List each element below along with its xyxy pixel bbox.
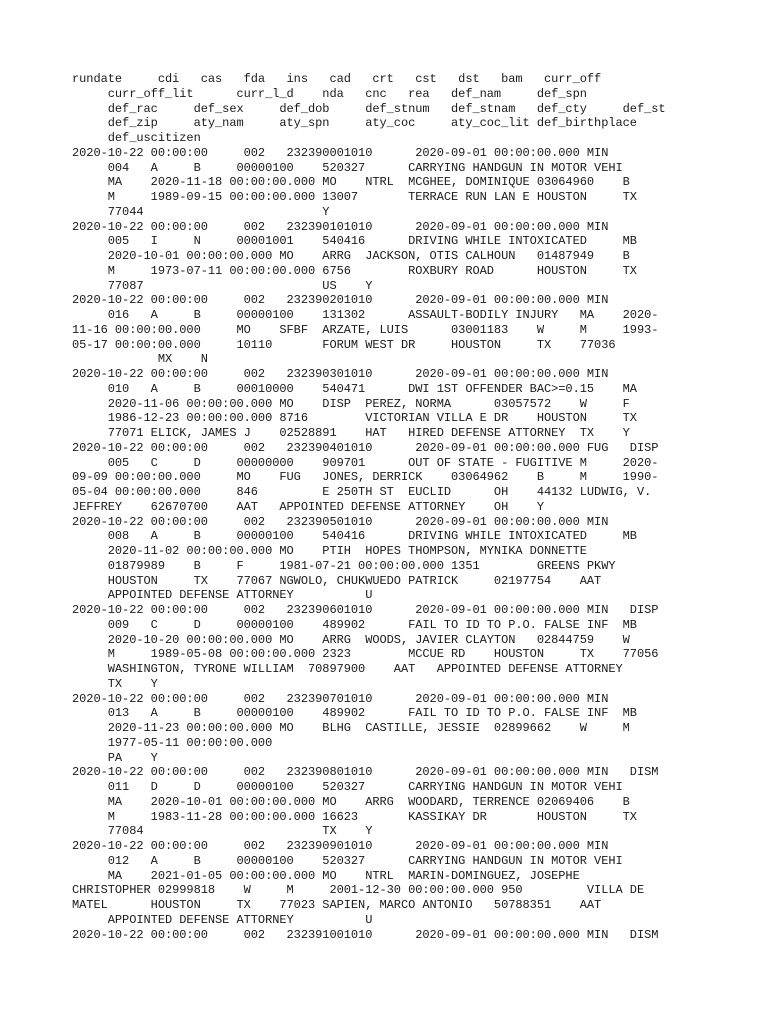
document-line: HOUSTON TX 77067 NGWOLO, CHUKWUEDO PATRICK 02197754 AAT bbox=[72, 573, 602, 588]
document-line: 2020-10-22 00:00:00 002 232390101010 2020-09-01 00:00:00.000 MIN bbox=[72, 219, 609, 234]
document-line: 11-16 00:00:00.000 MO SFBF ARZATE, LUIS 03001183 W M 1993- bbox=[72, 322, 659, 337]
document-line: 77044 Y bbox=[72, 204, 330, 219]
document-line: 77071 ELICK, JAMES J 02528891 HAT HIRED DEFENSE ATTORNEY TX Y bbox=[72, 426, 630, 440]
document-line: JEFFREY 62670700 AAT APPOINTED DEFENSE ATTORNEY OH Y bbox=[72, 499, 544, 514]
document-line: 1977-05-11 00:00:00.000 bbox=[72, 735, 273, 750]
document-line: TX Y bbox=[72, 676, 158, 691]
document-line: 005 I N 00001001 540416 DRIVING WHILE INTOXICATED MB bbox=[72, 234, 637, 249]
document-line: M 1989-05-08 00:00:00.000 2323 MCCUE RD HOUSTON TX 77056 bbox=[72, 647, 659, 662]
document-line: 77084 TX Y bbox=[72, 824, 373, 839]
document-line: 2020-10-22 00:00:00 002 232390201010 2020-09-01 00:00:00.000 MIN bbox=[72, 293, 609, 308]
document-line: 2020-10-22 00:00:00 002 232390301010 2020-09-01 00:00:00.000 MIN bbox=[72, 367, 609, 381]
document-line: 2020-10-22 00:00:00 002 232390701010 2020-09-01 00:00:00.000 MIN bbox=[72, 691, 609, 706]
document-line: MA 2020-11-18 00:00:00.000 MO NTRL MCGHEE, DOMINIQUE 03064960 B bbox=[72, 175, 630, 190]
document-line: 2020-10-22 00:00:00 002 232390901010 2020-09-01 00:00:00.000 MIN bbox=[72, 839, 609, 853]
document-line: 2020-10-22 00:00:00 002 232390501010 2020-09-01 00:00:00.000 MIN bbox=[72, 514, 609, 529]
document-line: 011 D D 00000100 520327 CARRYING HANDGUN IN MOTOR VEHI bbox=[72, 780, 623, 794]
document-line: 2020-10-01 00:00:00.000 MO ARRG JACKSON, OTIS CALHOUN 01487949 B bbox=[72, 249, 630, 263]
document-line: 016 A B 00000100 131302 ASSAULT-BODILY INJURY MA 2020- bbox=[72, 308, 659, 322]
document-line: 2020-10-22 00:00:00 002 232390001010 2020-09-01 00:00:00.000 MIN bbox=[72, 145, 609, 160]
document-line: 010 A B 00010000 540471 DWI 1ST OFFENDER BAC>=0.15 MA bbox=[72, 381, 637, 396]
document-line: MA 2020-10-01 00:00:00.000 MO ARRG WOODARD, TERRENCE 02069406 B bbox=[72, 794, 630, 809]
document-line: rundate cdi cas fda ins cad crt cst dst bam curr_off bbox=[72, 72, 602, 86]
document-line: WASHINGTON, TYRONE WILLIAM 70897900 AAT APPOINTED DEFENSE ATTORNEY bbox=[72, 662, 623, 676]
document-line: 013 A B 00000100 489902 FAIL TO ID TO P.O. FALSE INF MB bbox=[72, 706, 637, 721]
document-line: 2020-11-23 00:00:00.000 MO BLHG CASTILLE, JESSIE 02899662 W M bbox=[72, 721, 630, 735]
document-line: 004 A B 00000100 520327 CARRYING HANDGUN IN MOTOR VEHI bbox=[72, 160, 623, 175]
document-line: curr_off_lit curr_l_d nda cnc rea def_nam def_spn bbox=[72, 86, 587, 101]
document-line: 2020-10-22 00:00:00 002 232390401010 2020-09-01 00:00:00.000 FUG DISP bbox=[72, 440, 659, 455]
document-line: def_rac def_sex def_dob def_stnum def_stnam def_cty def_st bbox=[72, 101, 666, 116]
document-line: 05-17 00:00:00.000 10110 FORUM WEST DR HOUSTON TX 77036 bbox=[72, 337, 616, 352]
document-line: 008 A B 00000100 540416 DRIVING WHILE INTOXICATED MB bbox=[72, 529, 637, 544]
document-line: M 1983-11-28 00:00:00.000 16623 KASSIKAY DR HOUSTON TX bbox=[72, 809, 637, 824]
document-line: 09-09 00:00:00.000 MO FUG JONES, DERRICK 03064962 B M 1990- bbox=[72, 470, 659, 485]
document-line: M 1973-07-11 00:00:00.000 6756 ROXBURY ROAD HOUSTON TX bbox=[72, 263, 637, 278]
document-line: 2020-11-02 00:00:00.000 MO PTIH HOPES THOMPSON, MYNIKA DONNETTE bbox=[72, 544, 587, 558]
document-line: 77087 US Y bbox=[72, 278, 373, 293]
document-line: APPOINTED DEFENSE ATTORNEY U bbox=[72, 912, 373, 927]
document-line: APPOINTED DEFENSE ATTORNEY U bbox=[72, 588, 373, 603]
document-line: 005 C D 00000000 909701 OUT OF STATE - FUGITIVE M 2020- bbox=[72, 455, 659, 470]
document-line: MA 2021-01-05 00:00:00.000 MO NTRL MARIN-DOMINGUEZ, JOSEPHE bbox=[72, 868, 580, 883]
document-line: 01879989 B F 1981-07-21 00:00:00.000 1351 GREENS PKWY bbox=[72, 558, 616, 573]
document-line: 009 C D 00000100 489902 FAIL TO ID TO P.O. FALSE INF MB bbox=[72, 617, 637, 632]
document-line: 2020-10-22 00:00:00 002 232390801010 2020-09-01 00:00:00.000 MIN DISM bbox=[72, 765, 659, 780]
document-line: PA Y bbox=[72, 750, 158, 765]
document-line: 2020-11-06 00:00:00.000 MO DISP PEREZ, NORMA 03057572 W F bbox=[72, 396, 630, 411]
document-line: 2020-10-22 00:00:00 002 232390601010 2020-09-01 00:00:00.000 MIN DISP bbox=[72, 603, 659, 617]
document-line: 05-04 00:00:00.000 846 E 250TH ST EUCLID OH 44132 LUDWIG, V. bbox=[72, 485, 652, 499]
document-line: MATEL HOUSTON TX 77023 SAPIEN, MARCO ANTONIO 50788351 AAT bbox=[72, 898, 602, 912]
document-line: M 1989-09-15 00:00:00.000 13007 TERRACE RUN LAN E HOUSTON TX bbox=[72, 190, 637, 204]
document-line: def_zip aty_nam aty_spn aty_coc aty_coc_lit def_birthplace bbox=[72, 116, 637, 131]
document-line: 1986-12-23 00:00:00.000 8716 VICTORIAN VILLA E DR HOUSTON TX bbox=[72, 411, 637, 426]
document-line: 012 A B 00000100 520327 CARRYING HANDGUN IN MOTOR VEHI bbox=[72, 853, 623, 868]
document-line: MX N bbox=[72, 352, 208, 367]
document-text bbox=[72, 72, 666, 942]
document-line: 2020-10-20 00:00:00.000 MO ARRG WOODS, JAVIER CLAYTON 02844759 W bbox=[72, 632, 630, 647]
document-line: CHRISTOPHER 02999818 W M 2001-12-30 00:00:00.000 950 VILLA DE bbox=[72, 883, 645, 898]
document-line: def_uscitizen bbox=[72, 131, 201, 145]
document-line: 2020-10-22 00:00:00 002 232391001010 2020-09-01 00:00:00.000 MIN DISM bbox=[72, 927, 659, 942]
